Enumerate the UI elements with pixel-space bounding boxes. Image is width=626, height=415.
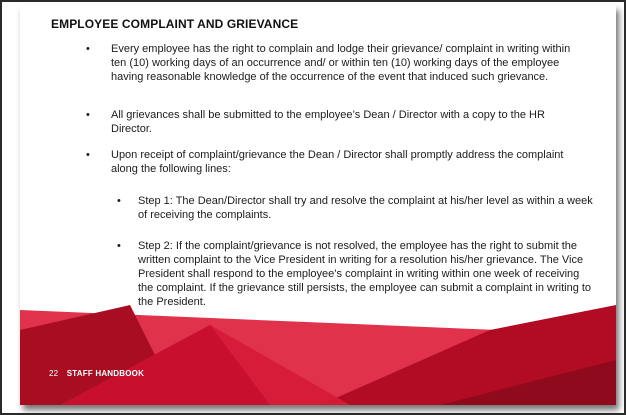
list-item-text: Every employee has the right to complain and lodge their grievance/ complaint in writing within ten (10) working days of an occurrence and/ or within ten (10) working days of the employee having reasonable knowledge of the occurrence of the event that induced such grievance. — [111, 43, 571, 83]
handbook-page — [20, 5, 616, 405]
page-footer — [49, 369, 144, 378]
footer-title: STAFF HANDBOOK — [66, 369, 145, 378]
section-title: EMPLOYEE COMPLAINT AND GRIEVANCE — [51, 17, 299, 31]
bullet-marker: • — [86, 109, 90, 121]
bullet-marker: • — [86, 149, 90, 161]
list-item-text: Upon receipt of complaint/grievance the Dean / Director shall promptly address the complaint along the following lines: — [111, 149, 564, 175]
bullet-marker: • — [117, 195, 121, 207]
bullet-marker: • — [86, 43, 90, 55]
page-number: 22 — [49, 369, 59, 378]
step-text: Step 1: The Dean/Director shall try and resolve the complaint at his/her level as within a week of receiving the complaints. — [138, 195, 593, 221]
list-item-text: All grievances shall be submitted to the employee’s Dean / Director with a copy to the HR Director. — [111, 109, 545, 135]
step-text: Step 2: If the complaint/grievance is not resolved, the employee has the right to submit the written complaint to the Vice President in writing for a resolution his/her grievance. The Vice President shall respond to the employee’s complaint in writing within one week of receiving the complaint. If the grievance still persists, the employee can submit a complaint in writing to the President. — [138, 240, 592, 308]
bullet-marker: • — [117, 240, 121, 252]
